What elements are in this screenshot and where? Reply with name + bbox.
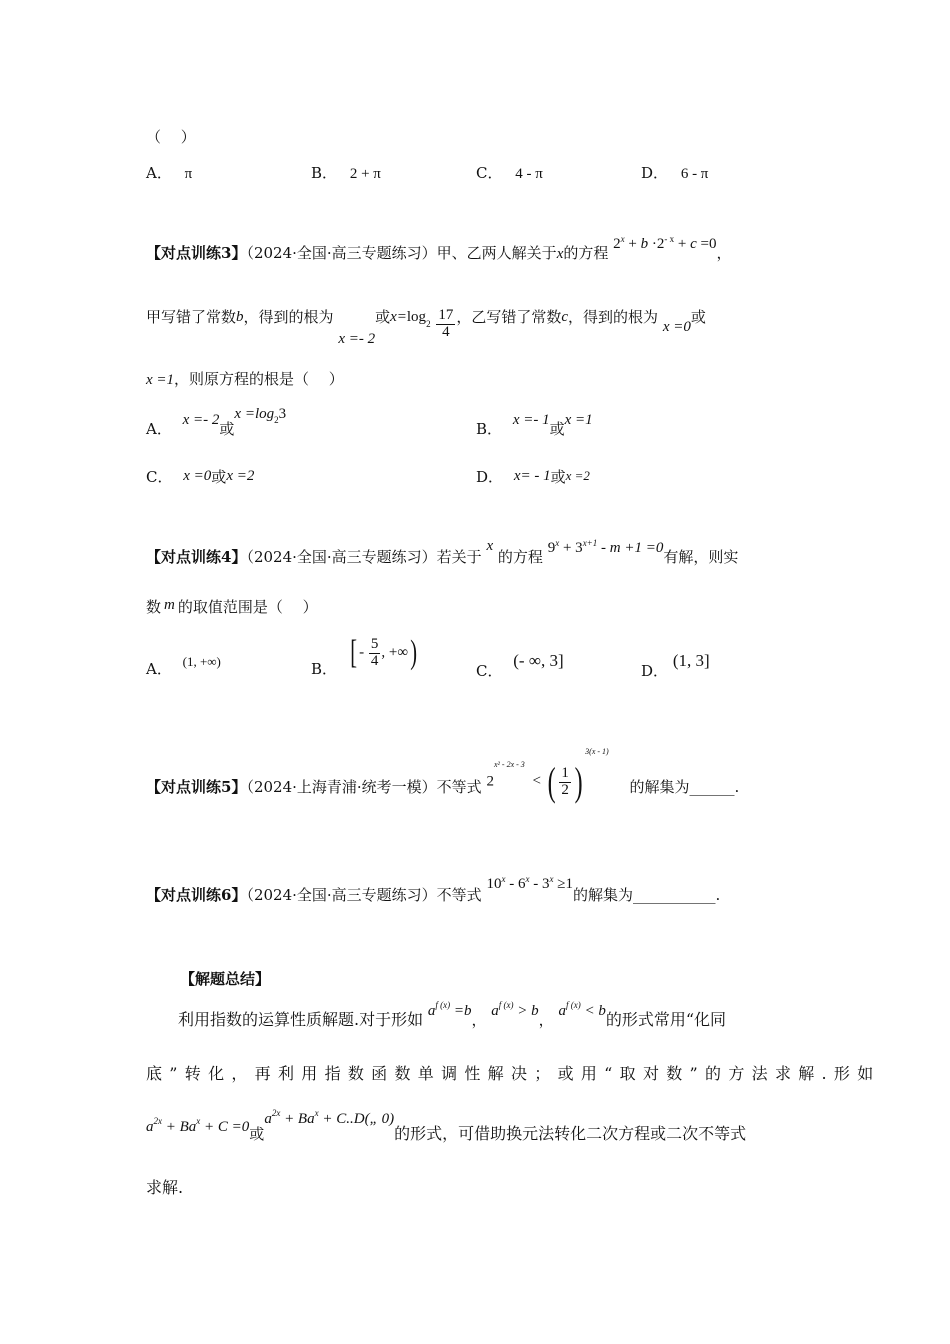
var-x: x [486,538,494,554]
option-value: x =- 2 [182,412,220,428]
q4-tag: 【对点训练4】 [146,548,247,566]
summary-p2: 底”转化，再利用指数函数单调性解决；或用“取对数”的方法求解.形如 [146,1064,881,1083]
q4-option-d [641,652,710,682]
option-letter: C． [476,164,503,182]
expr-lt: $a^{f (x)} < b$ [558,1000,606,1019]
q6-stem: 的解集为 [572,886,633,904]
q5-stem: 不等式 [436,778,482,796]
q4-stem: 的取值范围是（ ） [177,598,318,616]
q3-line3 [146,372,344,388]
or: 或 [549,420,565,438]
expr-ineq: $a^{2x} + Ba^x$ + C..D(„ 0) [264,1108,395,1127]
q3-source: （2024·全国·高三专题练习） [246,244,437,262]
option-value: 4 - π [515,166,543,182]
q2-option-b [311,166,381,182]
q5-inequality: $2^{x^2 - 2x - 3}$ < ( $\frac{1}{2}$ )$^{3(x - 1)}$ [486,747,609,804]
expr-eq-zero: $a^{2x} + Ba^x + C =0$ [146,1116,250,1135]
option-value: π [184,166,193,182]
option-letter: A． [146,420,172,438]
option-letter: C． [146,468,173,486]
q4-line1 [146,538,739,566]
summary-p4: 求解. [146,1178,184,1197]
q6-source: （2024·全国·高三专题练习） [246,886,437,904]
q4-option-b [311,636,419,684]
answer-blank[interactable]: ___________ [632,886,716,904]
comma: ， [716,244,732,262]
summary-p1: 利用指数的运算性质解题.对于形如 $a^{f (x)} =b$， $a^{f (x)} > b$， $a^{f (x)} < b$的形式常用“化同 [178,1000,727,1029]
q4-option-c [476,652,564,682]
summary-p3 [146,1108,747,1146]
fraction: $\frac{17}{4}$ [438,307,454,340]
option-value: 2 + π [349,166,381,182]
q3-stem: ，得到的根为 [568,308,659,326]
q5-source: （2024·上海青浦·统考一模） [246,778,437,796]
q3-option-c [146,468,254,484]
q4-stem: 有解，则实 [663,548,739,566]
q4-stem: 若关于 [436,548,482,566]
or: 或 [249,1125,265,1143]
option-value: x =2 [565,468,590,483]
summary-title: 【解题总结】 [180,970,271,988]
option-value: (- ∞, 3] [513,651,564,670]
option-value: x =- 1 [512,412,550,428]
or: 或 [211,468,227,486]
option-value: (1, +∞) [182,654,221,669]
option-letter: C． [476,662,503,680]
q6-stem: 不等式 [436,886,482,904]
q3-stem: ，乙写错了常数 [456,308,562,326]
summary-text: 利用指数的运算性质解题.对于形如 [178,1010,424,1029]
q4-line2 [146,597,318,616]
option-value: (1, 3] [672,651,710,670]
q3-line2: 甲写错了常数b，得到的根为 x =- 2或$x=\log_2$ $\frac{17}{4}$ ，乙写错了常数c，得到的根为 x =0或 [146,307,706,347]
option-letter: B． [311,660,338,678]
or: 或 [219,420,235,438]
summary-text: 的形式，可借助换元法转化二次方程或二次不等式 [394,1124,747,1143]
q2-option-d [641,166,708,182]
option-value: [ - $\frac{5}{4}$ , +∞) [350,634,418,671]
root: x =- 2 [338,331,376,347]
q3-equation: $2^x + b \cdot 2^{- x} + c =0$ [613,234,717,252]
option-letter: D． [641,662,669,680]
q2-answer-bracket: （ ） [146,128,196,146]
x-eq: x= [390,309,407,325]
summary-text: 的形式常用“化同 [605,1010,727,1029]
option-letter: B． [476,420,503,438]
option-value: x =2 [226,468,255,484]
q2-option-a [146,166,192,182]
option-value: x =1 [564,412,593,428]
var-x: x [556,246,564,262]
var-b: b [236,309,244,325]
var-m: m [164,597,175,613]
q4-equation: $9^x + 3^{x+1} - m +1 =0$ [547,538,664,556]
q5-stem: 的解集为 [629,778,690,796]
option-letter: D． [641,164,669,182]
option-value: x= - 1 [513,468,551,484]
option-value: x =0 [183,468,212,484]
q3-option-a: A． x =- 2或$x =\log_23$ [146,406,287,438]
q3-stem: 甲写错了常数 [146,308,237,326]
q6-inequality: $10^x - 6^x - 3^x \ge 1$ [486,874,573,892]
expr-gt: $a^{f (x)} > b$ [491,1000,539,1019]
q3-stem: ，则原方程的根是（ ） [174,370,344,388]
q4-option-a [146,654,221,684]
option-value: x =log [234,406,275,422]
option-letter: B． [311,164,338,182]
q4-stem: 数 [146,598,162,616]
period: . [715,886,721,904]
q6-tag: 【对点训练6】 [146,886,247,904]
q3-option-d [476,468,590,484]
q3-line1 [146,234,732,262]
option-letter: A． [146,164,172,182]
period: . [734,778,740,796]
var-c: c [561,309,569,325]
answer-blank[interactable]: ______ [689,778,735,796]
q5-tag: 【对点训练5】 [146,778,247,796]
or: 或 [690,308,706,326]
q3-stem: 甲、乙两人解关于 [436,244,557,262]
or: 或 [375,308,391,326]
q3-stem: ，得到的根为 [243,308,334,326]
q4-source: （2024·全国·高三专题练习） [246,548,437,566]
q4-stem: 的方程 [497,548,543,566]
option-value: 3 [278,406,287,422]
log: log [406,309,427,325]
q2-option-c [476,166,543,182]
option-value: 6 - π [680,166,709,182]
or: 或 [550,468,566,486]
q3-option-b [476,412,593,442]
option-letter: A． [146,660,172,678]
q3-tag: 【对点训练3】 [146,244,247,262]
root: x =0 [662,319,691,335]
q3-stem: 的方程 [563,244,609,262]
q5-line [146,747,740,812]
root: x =1 [146,372,175,388]
q6-line [146,876,720,906]
option-letter: D． [476,468,504,486]
expr-eq: $a^{f (x)} =b$ [427,1000,472,1019]
